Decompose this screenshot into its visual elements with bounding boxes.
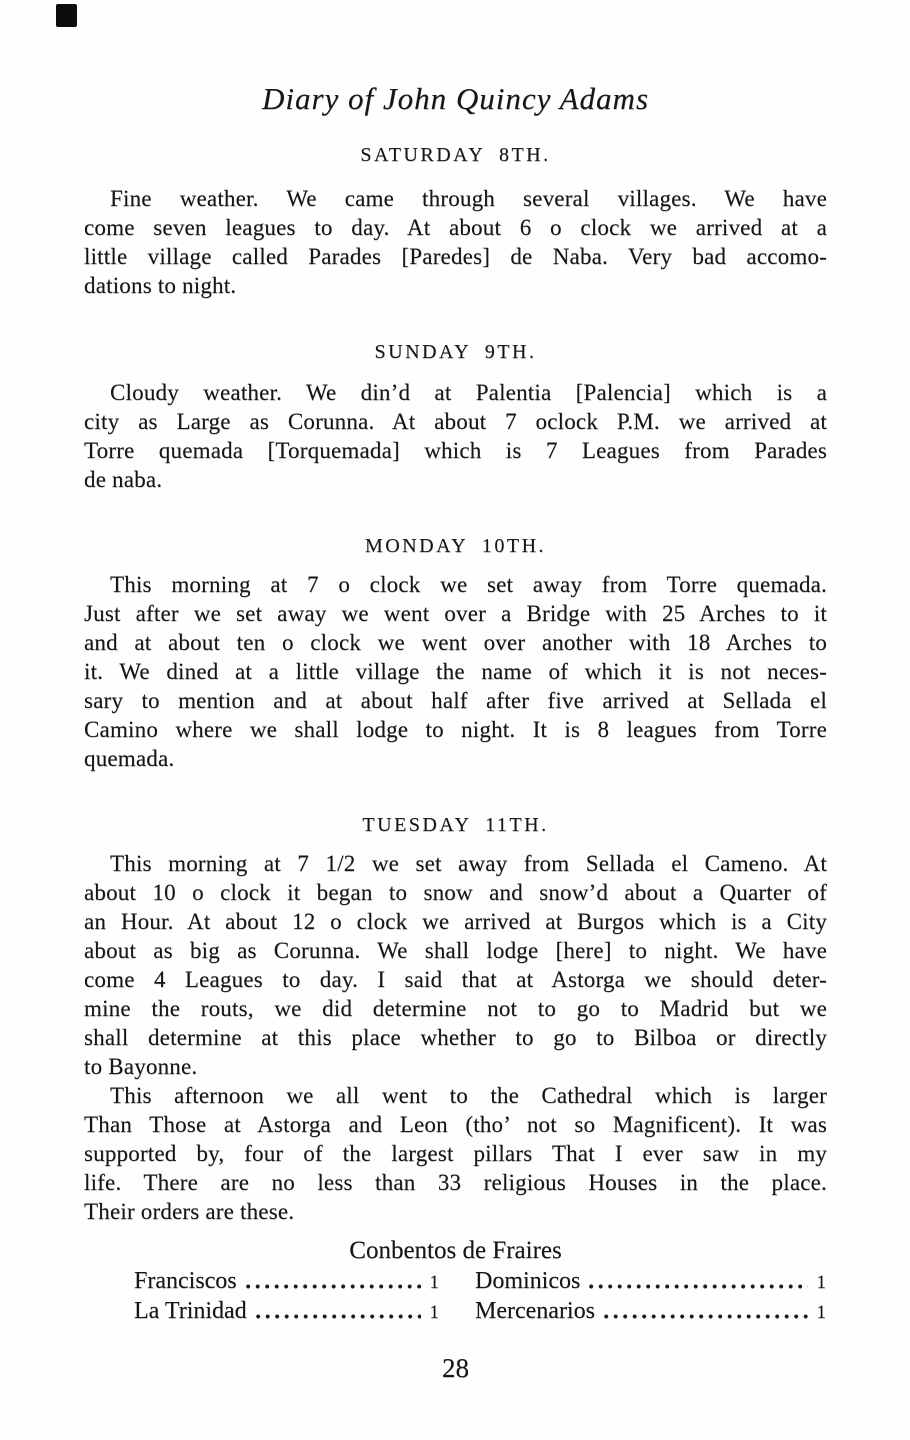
text-line: dations to night. [84, 273, 237, 298]
text-line: Cloudy weather. We din’d at Palentia [Palencia] which is a [110, 380, 827, 405]
dotted-leader [604, 1314, 808, 1319]
convent-count: 1 [816, 1272, 827, 1293]
text-line: quemada. [84, 746, 175, 771]
running-title: Diary of John Quincy Adams [261, 81, 650, 116]
convent-name: La Trinidad [134, 1298, 247, 1324]
convent-count: 1 [429, 1302, 440, 1323]
text-line: Torre quemada [Torquemada] which is 7 Leagues from Parades [84, 438, 827, 463]
entry-paragraph [84, 1081, 827, 1226]
diary-entry-sunday [84, 340, 827, 494]
text-line: Just after we set away we went over a Bridge with 25 Arches to it [84, 601, 827, 626]
page-content [84, 80, 827, 1384]
dotted-leader [256, 1314, 421, 1319]
text-line: de naba. [84, 467, 163, 492]
convent-count: 1 [816, 1302, 827, 1323]
page-number: 28 [442, 1353, 469, 1383]
diary-entry-tuesday [84, 813, 827, 1226]
text-line: shall determine at this place whether to go to Bilboa or directly [84, 1025, 827, 1050]
text-line: come 4 Leagues to day. I said that at Astorga we should deter- [84, 967, 827, 992]
convents-heading: Conbentos de Fraires [349, 1237, 562, 1264]
dotted-leader [246, 1284, 421, 1289]
text-line: supported by, four of the largest pillars That I ever saw in my [84, 1141, 827, 1166]
text-line: and at about ten o clock we went over another with 18 Arches to [84, 630, 827, 655]
text-line: This morning at 7 o clock we set away from Torre quemada. [110, 572, 827, 597]
scan-artifact-mark [56, 4, 77, 27]
text-line: it. We dined at a little village the name of which it is not neces- [84, 659, 827, 684]
entry-heading-monday: MONDAY 10TH. [364, 535, 547, 557]
text-line: an Hour. At about 12 o clock we arrived at Burgos which is a City [84, 909, 827, 934]
text-line: Camino where we shall lodge to night. It is 8 leagues from Torre [84, 717, 827, 742]
entry-paragraph [84, 184, 827, 300]
text-line: Fine weather. We came through several villages. We have [110, 186, 827, 211]
convent-entry [84, 1267, 440, 1297]
text-line: mine the routs, we did determine not to go to Madrid but we [84, 996, 827, 1021]
entry-heading-saturday: SATURDAY 8TH. [360, 144, 551, 166]
convent-entry [84, 1297, 440, 1327]
convent-name: Franciscos [134, 1268, 237, 1294]
convent-count: 1 [429, 1272, 440, 1293]
table-row [84, 1297, 827, 1327]
entry-heading-tuesday: TUESDAY 11TH. [362, 814, 549, 836]
text-line: This afternoon we all went to the Cathedral which is larger [110, 1083, 827, 1108]
convents-table [84, 1267, 827, 1327]
entry-paragraph [84, 378, 827, 494]
text-line: come seven leagues to day. At about 6 o clock we arrived at a [84, 215, 827, 240]
text-line: about as big as Corunna. We shall lodge [here] to night. We have [84, 938, 827, 963]
diary-entry-monday [84, 534, 827, 773]
convent-entry [475, 1267, 827, 1297]
text-line: city as Large as Corunna. At about 7 oclock P.M. we arrived at [84, 409, 827, 434]
text-line: about 10 o clock it began to snow and snow’d about a Quarter of [84, 880, 827, 905]
convent-entry [475, 1297, 827, 1327]
convents-list [84, 1237, 827, 1327]
text-line: life. There are no less than 33 religious Houses in the place. [84, 1170, 827, 1195]
table-row [84, 1267, 827, 1297]
text-line: sary to mention and at about half after five arrived at Sellada el [84, 688, 827, 713]
text-line: Their orders are these. [84, 1199, 295, 1224]
text-line: little village called Parades [Paredes] de Naba. Very bad accomo- [84, 244, 827, 269]
text-line: Than Those at Astorga and Leon (tho’ not so Magnificent). It was [84, 1112, 827, 1137]
entry-paragraph [84, 849, 827, 1081]
convent-name: Dominicos [475, 1268, 581, 1294]
diary-entry-saturday [84, 143, 827, 300]
entry-paragraph [84, 570, 827, 773]
text-line: This morning at 7 1/2 we set away from Sellada el Cameno. At [110, 851, 827, 876]
convent-name: Mercenarios [475, 1298, 595, 1324]
text-line: to Bayonne. [84, 1054, 198, 1079]
dotted-leader [589, 1284, 807, 1289]
entry-heading-sunday: SUNDAY 9TH. [374, 341, 537, 363]
